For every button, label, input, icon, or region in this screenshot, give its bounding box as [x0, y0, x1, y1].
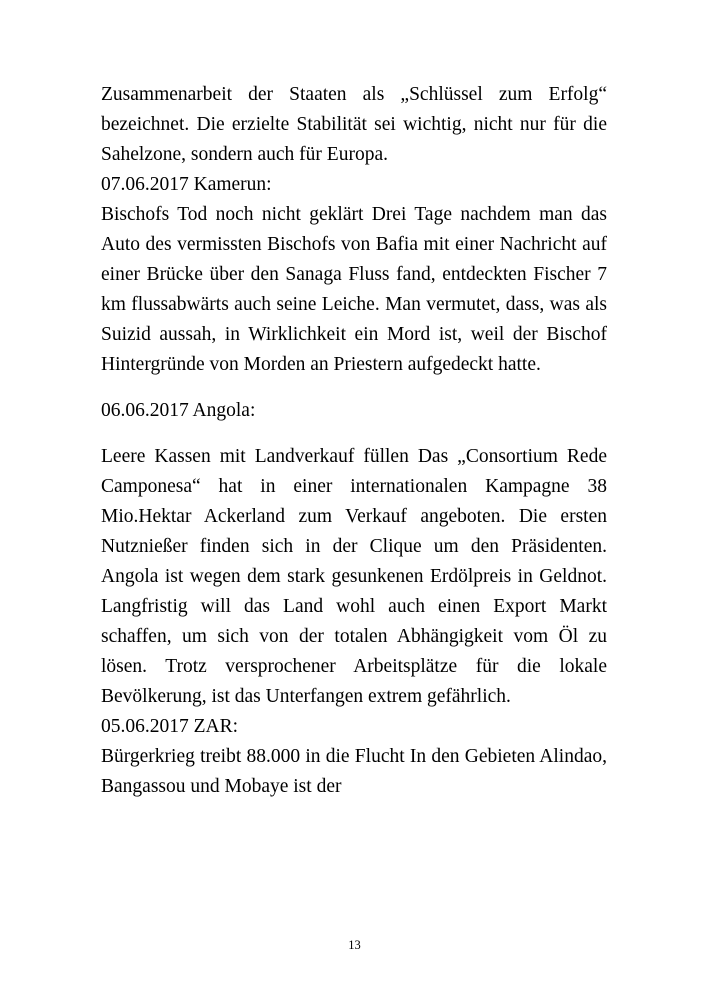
paragraph-spacer-2: [101, 426, 607, 442]
paragraph-angola-body: Leere Kassen mit Landverkauf füllen Das „Consortium Rede Camponesa“ hat in einer internationalen Kampagne 38 Mio.Hektar Ackerland zum Verkauf angeboten. Die ersten Nutznießer finden sich in der Clique um den Präsidenten. Angola ist wegen dem stark gesunkenen Erdölpreis in Geldnot. Langfristig will das Land wohl auch einen Export Markt schaffen, um sich von der totalen Abhängigkeit vom Öl zu lösen. Trotz versprochener Arbeitsplätze für die lokale Bevölkerung, ist das Unterfangen extrem gefährlich.: [101, 446, 607, 707]
paragraph-date-heading-kamerun: 07.06.2017 Kamerun:: [101, 174, 272, 195]
page-number: 13: [348, 938, 361, 952]
paragraph-spacer-1: [101, 380, 607, 396]
paragraph-intro: Zusammenarbeit der Staaten als „Schlüssel zum Erfolg“ bezeichnet. Die erzielte Stabilität sei wichtig, nicht nur für die Sahelzone, sondern auch für Europa.: [101, 84, 607, 165]
paragraph-date-heading-zar: 05.06.2017 ZAR:: [101, 716, 239, 737]
paragraph-kamerun-body: Bischofs Tod noch nicht geklärt Drei Tage nachdem man das Auto des vermissten Bischofs von Bafia mit einer Nachricht auf einer Brücke über den Sanaga Fluss fand, entdeckten Fischer 7 km flussabwärts auch seine Leiche. Man vermutet, dass, was als Suizid aussah, in Wirklichkeit ein Mord ist, weil der Bischof Hintergründe von Morden an Priestern aufgedeckt hatte.: [101, 204, 607, 375]
page-body: [101, 80, 607, 802]
paragraph-zar-body: Bürgerkrieg treibt 88.000 in die Flucht In den Gebieten Alindao, Bangassou und Mobaye ist der: [101, 746, 607, 797]
paragraph-date-heading-angola: 06.06.2017 Angola:: [101, 400, 256, 421]
